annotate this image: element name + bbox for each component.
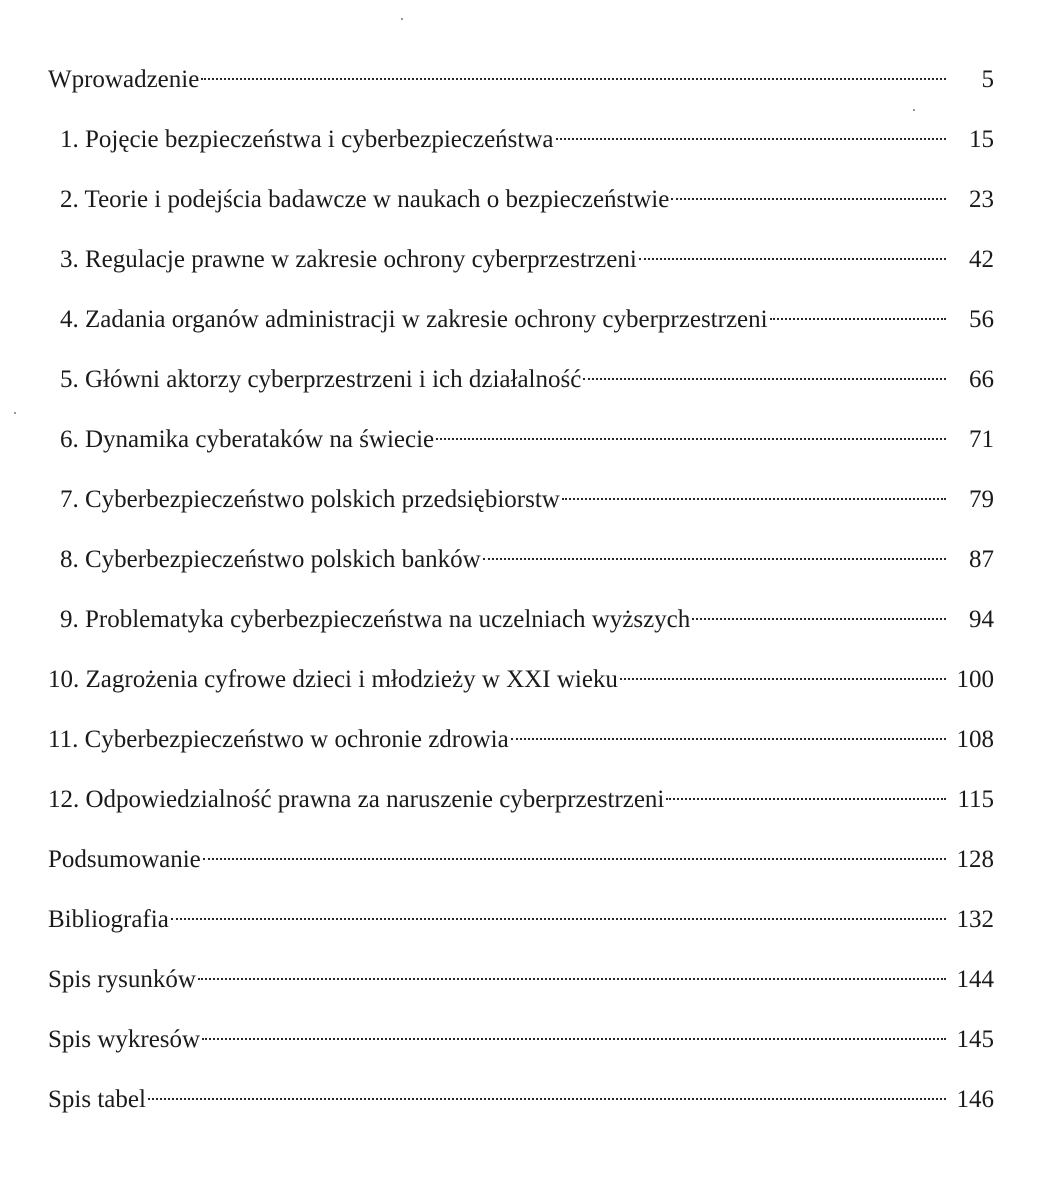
toc-entry-title: Spis tabel [48,1086,146,1113]
toc-entry-title: 3. Regulacje prawne w zakresie ochrony cyberprzestrzeni [60,246,637,273]
toc-entry-title: 9. Problematyka cyberbezpieczeństwa na uczelniach wyższych [60,606,691,633]
toc-entry-title: 1. Pojęcie bezpieczeństwa i cyberbezpieczeństwa [60,126,554,153]
toc-entry-page-number: 42 [969,246,994,273]
toc-entry-page-number: 108 [956,726,994,753]
toc-entry-title: 5. Główni aktorzy cyberprzestrzeni i ich działalność [60,366,582,393]
toc-entry-title: 10. Zagrożenia cyfrowe dzieci i młodzieży w XXI wieku [48,666,618,693]
toc-entry-page-number: 79 [969,486,994,513]
dot-leader [639,258,946,260]
toc-entry-page-number: 146 [956,1086,994,1113]
dot-leader [202,1038,946,1040]
toc-entry[interactable] [48,842,994,902]
toc-entry[interactable] [48,422,994,482]
toc-entry-page-number: 144 [956,966,994,993]
dot-leader [436,438,946,440]
toc-entry[interactable] [48,362,994,422]
toc-entry-page-number: 87 [969,546,994,573]
toc-entry-page-number: 5 [981,66,994,93]
toc-entry[interactable] [48,722,994,782]
dot-leader [770,318,946,320]
toc-entry-title: Bibliografia [48,906,169,933]
toc-entry-title: 6. Dynamika cyberataków na świecie [60,426,435,453]
toc-entry[interactable] [48,542,994,602]
dot-leader [201,78,946,80]
toc-entry-title: 2. Teorie i podejścia badawcze w naukach o bezpieczeństwie [60,186,670,213]
toc-entry-page-number: 94 [969,606,994,633]
dot-leader [583,378,946,380]
toc-entry-title: 4. Zadania organów administracji w zakresie ochrony cyberprzestrzeni [60,306,768,333]
toc-entry[interactable] [48,482,994,542]
toc-entry-title: Spis rysunków [48,966,196,993]
dot-leader [666,798,946,800]
toc-entry-page-number: 128 [956,846,994,873]
toc-entry[interactable] [48,1022,994,1082]
toc-entry[interactable] [48,302,994,362]
toc-entry-page-number: 100 [956,666,994,693]
toc-entry-title: Podsumowanie [48,846,201,873]
toc-entry-page-number: 71 [969,426,994,453]
table-of-contents [48,62,994,1142]
toc-entry[interactable] [48,602,994,662]
dot-leader [148,1098,946,1100]
toc-entry[interactable] [48,1082,994,1142]
toc-entry[interactable] [48,902,994,962]
toc-entry-page-number: 145 [956,1026,994,1053]
toc-entry-title: 8. Cyberbezpieczeństwo polskich banków [60,546,481,573]
scan-speck [14,412,16,414]
dot-leader [556,138,947,140]
toc-entry-page-number: 23 [969,186,994,213]
toc-entry-page-number: 56 [969,306,994,333]
toc-entry-title: Spis wykresów [48,1026,201,1053]
dot-leader [562,498,946,500]
toc-entry-page-number: 66 [969,366,994,393]
dot-leader [620,678,946,680]
toc-entry-page-number: 115 [957,786,994,813]
toc-entry-title: Wprowadzenie [48,66,200,93]
toc-entry[interactable] [48,782,994,842]
toc-entry[interactable] [48,242,994,302]
toc-entry-page-number: 132 [956,906,994,933]
dot-leader [483,558,946,560]
dot-leader [692,618,946,620]
toc-entry[interactable] [48,62,994,122]
toc-entry[interactable] [48,962,994,1022]
dot-leader [203,858,946,860]
toc-entry-title: 7. Cyberbezpieczeństwo polskich przedsiębiorstw [60,486,560,513]
dot-leader [511,738,946,740]
toc-entry[interactable] [48,662,994,722]
toc-entry[interactable] [48,182,994,242]
dot-leader [171,918,946,920]
dot-leader [671,198,946,200]
toc-entry-page-number: 15 [969,126,994,153]
toc-entry-title: 11. Cyberbezpieczeństwo w ochronie zdrowia [48,726,509,753]
toc-entry-title: 12. Odpowiedzialność prawna za naruszenie cyberprzestrzeni [48,786,665,813]
toc-entry[interactable] [48,122,994,182]
dot-leader [198,978,946,980]
scan-speck [401,18,403,20]
